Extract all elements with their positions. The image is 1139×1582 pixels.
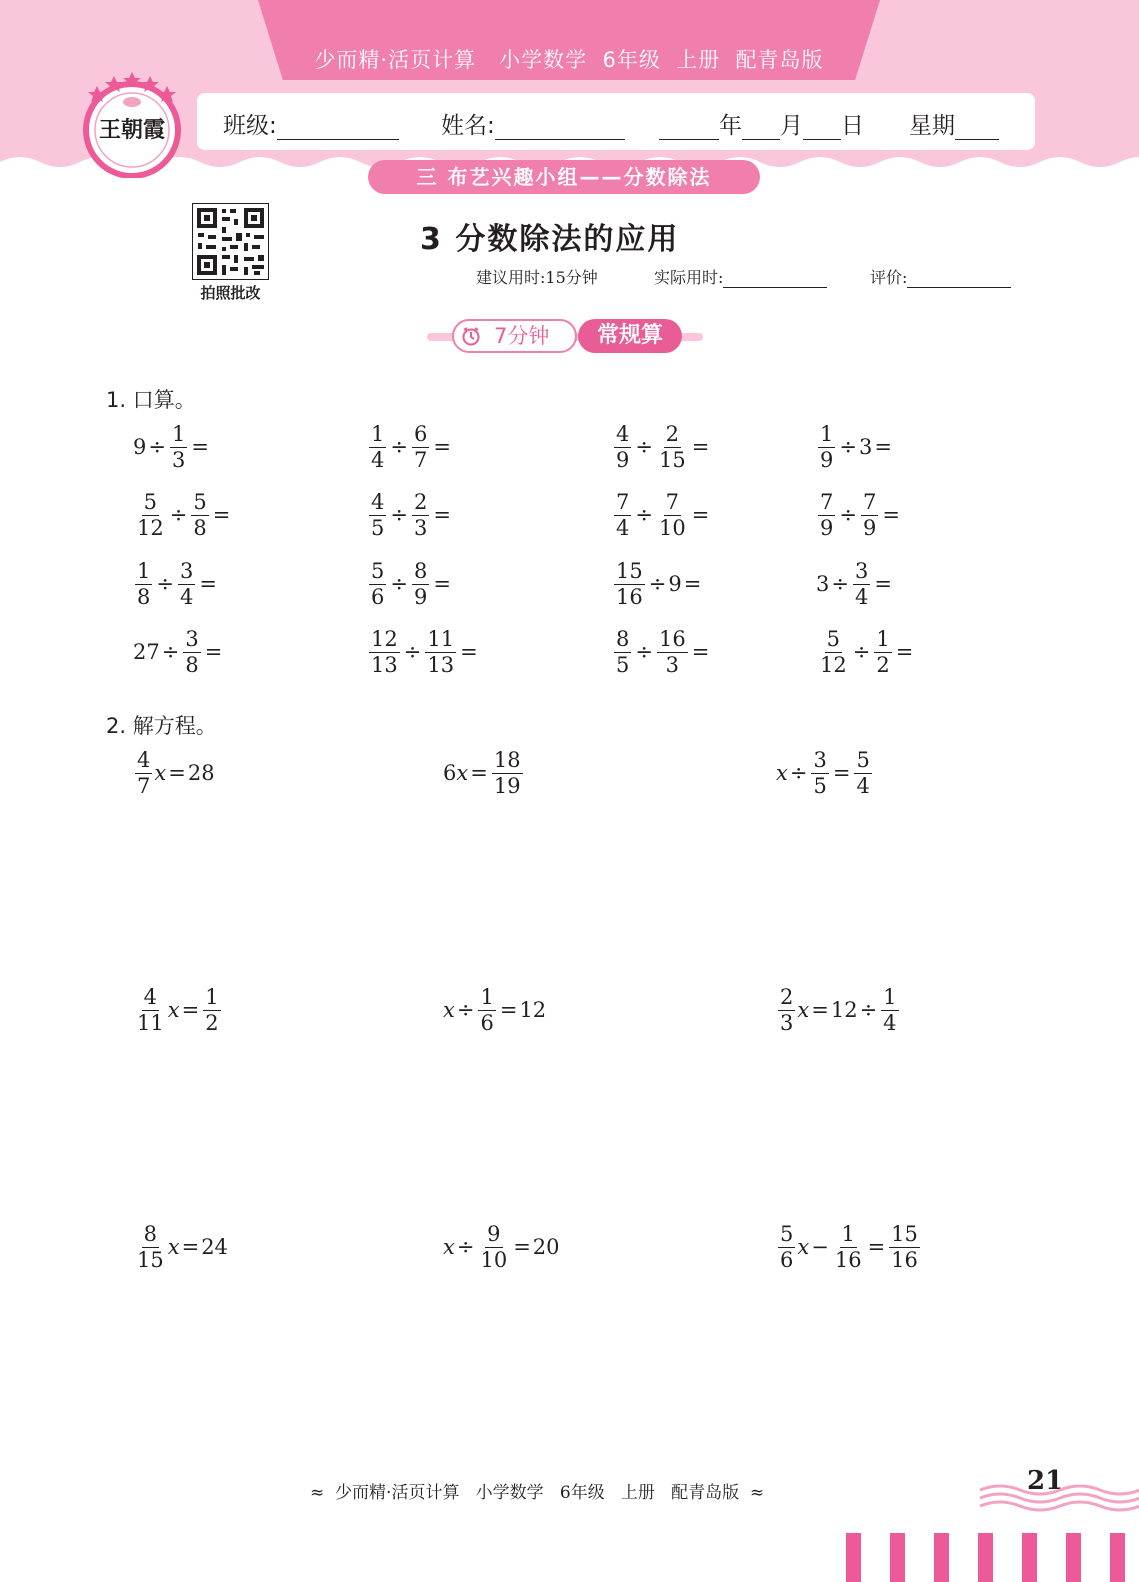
operator: = (499, 998, 518, 1022)
operator: ÷ (390, 503, 408, 527)
fraction (425, 629, 456, 676)
operator: = (191, 435, 209, 459)
denominator: 7 (413, 448, 428, 472)
fraction (178, 561, 195, 608)
numerator: 2 (665, 422, 680, 446)
numerator: 9 (487, 1222, 501, 1246)
numerator: 1 (883, 985, 897, 1009)
number: 12 (519, 998, 547, 1022)
equation-6 (776, 987, 901, 1034)
numerator: 1 (371, 422, 385, 446)
operator: = (470, 761, 488, 785)
fraction (874, 629, 891, 676)
numerator: 1 (480, 985, 494, 1009)
denominator: 6 (371, 585, 385, 609)
numerator: 1 (171, 422, 186, 446)
denominator: 11 (137, 1011, 164, 1035)
variable: x (167, 1235, 180, 1259)
fraction (478, 987, 495, 1034)
operator: ÷ (789, 761, 808, 785)
oral-calc-10 (367, 561, 453, 608)
operator: = (212, 503, 231, 527)
denominator: 8 (185, 653, 199, 677)
operator: ÷ (852, 640, 871, 664)
denominator: 8 (193, 516, 207, 540)
fraction (778, 1224, 795, 1271)
fraction (203, 987, 220, 1034)
operator: = (882, 503, 900, 527)
equation-4 (133, 987, 223, 1034)
class-field[interactable]: 班级: (223, 107, 399, 140)
fraction (478, 1224, 509, 1271)
fraction (818, 492, 835, 539)
fraction (369, 629, 400, 676)
denominator: 3 (171, 448, 186, 472)
operator: = (204, 640, 223, 664)
operator: = (433, 503, 451, 527)
numerator: 3 (185, 627, 199, 651)
operator: ÷ (456, 1235, 475, 1259)
denominator: 9 (862, 516, 877, 540)
operator: = (691, 640, 710, 664)
numerator: 6 (413, 422, 428, 446)
numerator: 1 (205, 985, 219, 1009)
operator: = (513, 1235, 531, 1259)
denominator: 8 (137, 585, 151, 609)
numerator: 1 (137, 559, 151, 583)
operator: = (181, 1235, 200, 1259)
operator: − (811, 1235, 829, 1259)
equation-1 (133, 750, 215, 797)
oral-calc-4 (816, 424, 894, 471)
oral-calc-2 (367, 424, 453, 471)
fraction (135, 492, 166, 539)
denominator: 4 (371, 448, 385, 472)
fraction (412, 561, 429, 608)
variable: x (443, 998, 455, 1022)
operator: ÷ (635, 435, 653, 459)
numerator: 4 (371, 490, 385, 514)
operator: = (433, 435, 451, 459)
denominator: 5 (616, 653, 630, 677)
operator: = (867, 1235, 886, 1259)
numerator: 7 (665, 490, 680, 514)
denominator: 9 (413, 585, 428, 609)
unit-title: 三 布艺兴趣小组——分数除法 (368, 160, 760, 194)
number: 28 (187, 761, 215, 785)
fraction (614, 561, 645, 608)
equation-3 (776, 750, 874, 797)
fraction (135, 750, 152, 797)
number: 3 (858, 435, 873, 459)
number: 27 (133, 640, 160, 664)
fraction (818, 424, 835, 471)
denominator: 4 (883, 1011, 897, 1035)
denominator: 4 (179, 585, 194, 609)
numerator: 5 (856, 748, 870, 772)
series-title: 少而精·活页计算 小学数学 6年级 上册 配青岛版 (314, 48, 824, 72)
denominator: 16 (891, 1248, 918, 1272)
oral-calc-13 (133, 629, 224, 676)
denominator: 2 (205, 1011, 219, 1035)
fraction (881, 987, 898, 1034)
denominator: 2 (876, 653, 890, 677)
fraction (854, 750, 871, 797)
operator: = (199, 572, 217, 596)
numerator: 5 (826, 627, 841, 651)
numerator: 5 (193, 490, 207, 514)
numerator: 4 (616, 422, 630, 446)
oral-calc-3 (612, 424, 711, 471)
operator: = (433, 572, 451, 596)
qr-label: 拍照批改 (200, 284, 261, 302)
denominator: 6 (480, 1011, 494, 1035)
numerator: 8 (616, 627, 630, 651)
operator: ÷ (456, 998, 475, 1022)
oral-calc-9 (133, 561, 219, 608)
page-number: 21 (1027, 1466, 1064, 1496)
operator: ÷ (156, 572, 174, 596)
variable: x (154, 761, 167, 785)
denominator: 13 (371, 653, 398, 677)
equation-5 (443, 987, 546, 1034)
numerator: 1 (820, 422, 834, 446)
denominator: 4 (616, 516, 630, 540)
fraction (191, 492, 208, 539)
footer-wave (980, 1480, 1139, 1520)
fraction (861, 492, 878, 539)
denominator: 4 (854, 585, 869, 609)
numerator: 5 (780, 1222, 794, 1246)
oral-calc-7 (612, 492, 711, 539)
operator: = (683, 572, 702, 596)
numerator: 3 (813, 748, 827, 772)
fraction (657, 492, 688, 539)
denominator: 12 (820, 653, 847, 677)
fraction (614, 492, 631, 539)
oral-calc-1 (133, 424, 211, 471)
operator: ÷ (859, 998, 878, 1022)
denominator: 12 (137, 516, 164, 540)
fraction (170, 424, 187, 471)
denominator: 3 (780, 1011, 794, 1035)
oral-calc-14 (367, 629, 480, 676)
question-1-heading: 1. 口算。 (106, 388, 196, 412)
type-badge: 常规算 (578, 319, 682, 353)
time-badge: 7分钟 (452, 319, 577, 353)
student-info-bar (197, 93, 1035, 150)
fraction (412, 492, 429, 539)
denominator: 3 (665, 653, 680, 677)
denominator: 15 (658, 448, 686, 472)
operator: ÷ (148, 435, 166, 459)
fraction (811, 750, 828, 797)
denominator: 6 (780, 1248, 794, 1272)
fraction (369, 424, 386, 471)
variable: x (797, 998, 810, 1022)
numerator: 3 (179, 559, 194, 583)
fraction (135, 1224, 166, 1271)
fraction (369, 492, 386, 539)
oral-calc-15 (612, 629, 711, 676)
brand-logo-text: 王朝霞 (98, 117, 165, 143)
numerator: 12 (371, 627, 398, 651)
operator: ÷ (839, 435, 857, 459)
fraction (183, 629, 200, 676)
name-field[interactable]: 姓名: (441, 107, 625, 140)
variable: x (443, 1235, 455, 1259)
weekday-field[interactable]: 星期 (909, 107, 999, 140)
number: 6 (443, 761, 457, 785)
operator: ÷ (390, 435, 408, 459)
fraction (853, 561, 870, 608)
number: 20 (532, 1235, 560, 1259)
numerator: 1 (841, 1222, 855, 1246)
denominator: 16 (834, 1248, 862, 1272)
fraction (889, 1224, 920, 1271)
denominator: 10 (480, 1248, 508, 1272)
equation-9 (776, 1224, 922, 1271)
numerator: 1 (876, 627, 890, 651)
oral-calc-6 (367, 492, 453, 539)
denominator: 15 (137, 1248, 164, 1272)
operator: ÷ (635, 640, 653, 664)
operator: = (895, 640, 914, 664)
fraction (818, 629, 849, 676)
numerator: 5 (371, 559, 385, 583)
footer-series: ≈ 少而精·活页计算 小学数学 6年级 上册 配青岛版 ≈ (310, 1483, 765, 1503)
footer-bars (846, 1533, 1139, 1582)
equation-8 (443, 1224, 560, 1271)
numerator: 15 (616, 559, 643, 583)
numerator: 7 (820, 490, 834, 514)
fraction (369, 561, 386, 608)
numerator: 8 (413, 559, 428, 583)
fraction (412, 424, 429, 471)
variable: x (456, 761, 469, 785)
number: 3 (816, 572, 830, 596)
fraction (492, 750, 523, 797)
oral-calc-16 (816, 629, 915, 676)
denominator: 19 (493, 774, 521, 798)
denominator: 10 (658, 516, 686, 540)
operator: ÷ (169, 503, 188, 527)
denominator: 9 (820, 516, 834, 540)
variable: x (797, 1235, 810, 1259)
number: 12 (830, 998, 858, 1022)
numerator: 5 (143, 490, 158, 514)
operator: = (691, 503, 710, 527)
operator: = (874, 572, 892, 596)
operator: ÷ (161, 640, 180, 664)
suggested-time: 建议用时:15分钟 (476, 268, 598, 287)
oral-calc-12 (816, 561, 894, 608)
denominator: 7 (137, 774, 151, 798)
operator: = (874, 435, 892, 459)
operator: = (181, 998, 200, 1022)
denominator: 13 (427, 653, 455, 677)
fraction (833, 1224, 864, 1271)
question-2-heading: 2. 解方程。 (106, 714, 217, 738)
numerator: 15 (891, 1222, 918, 1246)
numerator: 2 (413, 490, 428, 514)
numerator: 7 (862, 490, 877, 514)
operator: = (811, 998, 829, 1022)
numerator: 8 (143, 1222, 158, 1246)
equation-2 (443, 750, 525, 797)
operator: = (832, 761, 851, 785)
operator: = (460, 640, 478, 664)
denominator: 5 (371, 516, 385, 540)
variable: x (167, 998, 180, 1022)
number: 9 (133, 435, 147, 459)
numerator: 4 (137, 748, 151, 772)
fraction (778, 987, 795, 1034)
numerator: 7 (616, 490, 630, 514)
operator: ÷ (635, 503, 653, 527)
oral-calc-8 (816, 492, 902, 539)
denominator: 3 (413, 516, 428, 540)
denominator: 9 (820, 448, 834, 472)
operator: = (691, 435, 710, 459)
denominator: 16 (616, 585, 643, 609)
operator: ÷ (831, 572, 849, 596)
equation-7 (133, 1224, 228, 1271)
date-field[interactable]: 年 月 日 (659, 107, 864, 140)
oral-calc-11 (612, 561, 703, 608)
variable: x (776, 761, 788, 785)
alarm-clock-icon (461, 326, 481, 346)
operator: = (168, 761, 186, 785)
numerator: 18 (493, 748, 521, 772)
number: 9 (668, 572, 682, 596)
actual-time-field[interactable]: 实际用时: (654, 265, 827, 288)
denominator: 9 (616, 448, 630, 472)
qr-code-icon[interactable] (192, 203, 269, 280)
fraction (614, 629, 631, 676)
numerator: 2 (780, 985, 794, 1009)
denominator: 5 (813, 774, 827, 798)
fraction (657, 629, 688, 676)
operator: ÷ (839, 503, 857, 527)
number: 24 (201, 1235, 228, 1259)
numerator: 16 (658, 627, 686, 651)
denominator: 4 (856, 774, 870, 798)
rating-field[interactable]: 评价: (870, 265, 1011, 288)
numerator: 3 (854, 559, 869, 583)
fraction (135, 987, 166, 1034)
fraction (657, 424, 688, 471)
operator: ÷ (390, 572, 408, 596)
fraction (135, 561, 152, 608)
page-title: 3 分数除法的应用 (420, 222, 680, 257)
numerator: 4 (143, 985, 158, 1009)
operator: ÷ (648, 572, 667, 596)
operator: ÷ (403, 640, 422, 664)
oral-calc-5 (133, 492, 232, 539)
numerator: 11 (427, 627, 455, 651)
fraction (614, 424, 631, 471)
